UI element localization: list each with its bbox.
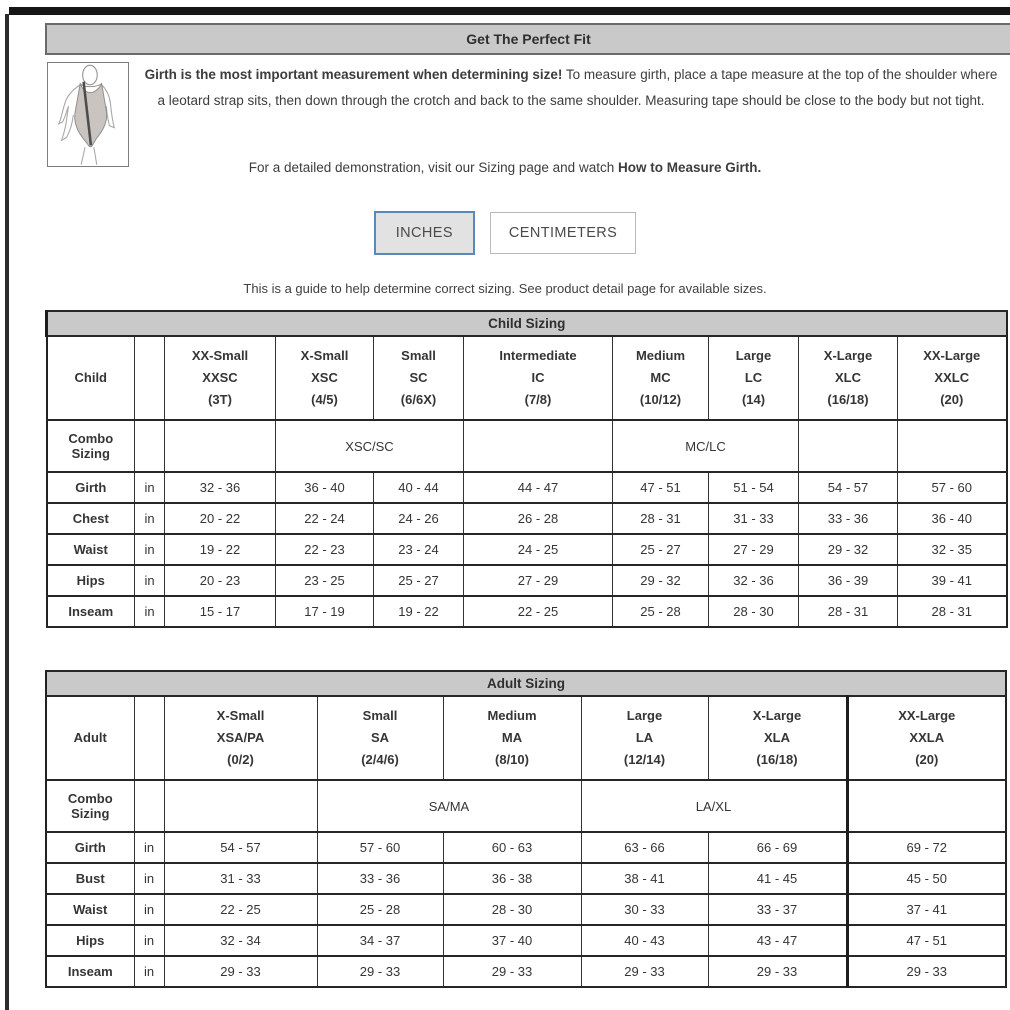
value-cell: 29 - 33: [708, 956, 847, 987]
value-cell: 20 - 22: [165, 503, 276, 534]
value-cell: 36 - 40: [898, 503, 1007, 534]
measure-label: Hips: [47, 565, 135, 596]
combo-cell: [898, 420, 1007, 472]
size-header-line: (7/8): [524, 392, 552, 407]
value-cell: 22 - 25: [464, 596, 613, 627]
size-header-cell: [164, 696, 317, 780]
leotard-measurement-icon: [48, 63, 128, 166]
window-left-edge: [5, 14, 9, 1010]
unit-cell: [134, 780, 164, 832]
unit-cell: in: [135, 472, 165, 503]
value-cell: 60 - 63: [443, 832, 581, 863]
measure-label: Girth: [47, 472, 135, 503]
value-cell: 28 - 31: [613, 503, 709, 534]
value-cell: 22 - 25: [164, 894, 317, 925]
value-cell: 38 - 41: [581, 863, 708, 894]
value-cell: 23 - 24: [374, 534, 464, 565]
table-title: Child Sizing: [47, 311, 1007, 336]
size-header-line: XSA/PA: [216, 730, 265, 745]
unit-header-cell: [134, 696, 164, 780]
unit-cell: in: [135, 534, 165, 565]
size-header-cell: [708, 696, 847, 780]
value-cell: 40 - 43: [581, 925, 708, 956]
value-cell: 29 - 33: [581, 956, 708, 987]
demo-line: [45, 160, 965, 175]
value-cell: 34 - 37: [317, 925, 443, 956]
value-cell: 47 - 51: [613, 472, 709, 503]
inches-button[interactable]: INCHES: [374, 211, 475, 255]
size-header-cell: [709, 336, 799, 420]
value-cell: 22 - 23: [276, 534, 374, 565]
centimeters-button[interactable]: CENTIMETERS: [490, 212, 636, 254]
adult-sizing-table: [45, 670, 1007, 988]
value-cell: 32 - 35: [898, 534, 1007, 565]
combo-cell: [165, 420, 276, 472]
size-header-line: XXLC: [934, 370, 970, 385]
value-cell: 57 - 60: [317, 832, 443, 863]
leotard-figure-image: [47, 62, 129, 167]
value-cell: 27 - 29: [709, 534, 799, 565]
value-cell: 36 - 40: [276, 472, 374, 503]
unit-cell: in: [134, 956, 164, 987]
value-cell: 69 - 72: [847, 832, 1006, 863]
value-cell: 31 - 33: [709, 503, 799, 534]
measure-label: Girth: [46, 832, 134, 863]
value-cell: 41 - 45: [708, 863, 847, 894]
row-group-label: Adult: [46, 696, 134, 780]
size-header-line: (20): [940, 392, 964, 407]
value-cell: 22 - 24: [276, 503, 374, 534]
size-header-line: (8/10): [495, 752, 529, 767]
combo-cell: [847, 780, 1006, 832]
size-header-cell: [374, 336, 464, 420]
size-header-line: (0/2): [227, 752, 254, 767]
value-cell: 15 - 17: [165, 596, 276, 627]
girth-instructions-body: To measure girth, place a tape measure at the top of the shoulder where a leotard strap sits, then down through the crotch and back to the same shoulder. Measuring tape should be close to the body but not tight.: [157, 67, 998, 108]
value-cell: 32 - 36: [709, 565, 799, 596]
size-header-line: X-Large: [823, 348, 873, 363]
unit-cell: in: [134, 925, 164, 956]
combo-label: Combo Sizing: [46, 780, 134, 832]
size-header-line: XSC: [311, 370, 338, 385]
value-cell: 32 - 36: [165, 472, 276, 503]
value-cell: 20 - 23: [165, 565, 276, 596]
value-cell: 29 - 33: [847, 956, 1006, 987]
size-header-line: Intermediate: [499, 348, 577, 363]
size-header-line: (16/18): [827, 392, 869, 407]
size-header-line: (14): [741, 392, 766, 407]
unit-cell: in: [135, 503, 165, 534]
value-cell: 37 - 41: [847, 894, 1006, 925]
combo-cell: LA/XL: [581, 780, 847, 832]
demo-line-prefix: For a detailed demonstration, visit our Sizing page and watch: [248, 160, 618, 175]
value-cell: 36 - 39: [799, 565, 898, 596]
value-cell: 29 - 33: [164, 956, 317, 987]
table-title: Adult Sizing: [46, 671, 1006, 696]
value-cell: 29 - 32: [613, 565, 709, 596]
size-header-line: (6/6X): [400, 392, 437, 407]
size-header-cell: [847, 696, 1006, 780]
value-cell: 32 - 34: [164, 925, 317, 956]
unit-cell: in: [135, 565, 165, 596]
value-cell: 40 - 44: [374, 472, 464, 503]
size-header-line: Large: [735, 348, 772, 363]
child-sizing-table: [45, 310, 1008, 628]
combo-cell: [464, 420, 613, 472]
value-cell: 25 - 27: [613, 534, 709, 565]
size-header-line: (2/4/6): [361, 752, 399, 767]
size-header-line: XX-Large: [898, 708, 956, 723]
size-header-line: Small: [362, 708, 398, 723]
value-cell: 24 - 26: [374, 503, 464, 534]
measure-label: Waist: [47, 534, 135, 565]
value-cell: 28 - 31: [799, 596, 898, 627]
size-header-line: MA: [501, 730, 523, 745]
value-cell: 24 - 25: [464, 534, 613, 565]
value-cell: 39 - 41: [898, 565, 1007, 596]
value-cell: 63 - 66: [581, 832, 708, 863]
size-header-line: (20): [915, 752, 939, 767]
size-header-line: X-Small: [216, 708, 265, 723]
size-header-line: (12/14): [623, 752, 666, 767]
row-group-label: Child: [47, 336, 135, 420]
value-cell: 19 - 22: [374, 596, 464, 627]
size-header-line: X-Large: [752, 708, 802, 723]
unit-toggle: [45, 211, 965, 255]
value-cell: 43 - 47: [708, 925, 847, 956]
size-header-line: SC: [409, 370, 428, 385]
value-cell: 17 - 19: [276, 596, 374, 627]
size-header-line: IC: [531, 370, 545, 385]
size-header-cell: [443, 696, 581, 780]
page-title-text: Get The Perfect Fit: [466, 31, 591, 47]
size-header-cell: [581, 696, 708, 780]
size-header-line: Large: [626, 708, 663, 723]
value-cell: 31 - 33: [164, 863, 317, 894]
value-cell: 37 - 40: [443, 925, 581, 956]
size-header-cell: [165, 336, 276, 420]
size-header-line: XXSC: [202, 370, 238, 385]
combo-cell: SA/MA: [317, 780, 581, 832]
sizing-page: [45, 0, 1005, 1010]
value-cell: 57 - 60: [898, 472, 1007, 503]
measure-label: Inseam: [46, 956, 134, 987]
value-cell: 33 - 36: [799, 503, 898, 534]
unit-cell: in: [134, 863, 164, 894]
value-cell: 28 - 30: [709, 596, 799, 627]
size-header-cell: [613, 336, 709, 420]
size-header-line: LC: [744, 370, 763, 385]
sizing-guide-note: This is a guide to help determine correct sizing. See product detail page for available sizes.: [243, 281, 767, 296]
value-cell: 44 - 47: [464, 472, 613, 503]
size-header-line: (3T): [208, 392, 232, 407]
value-cell: 33 - 36: [317, 863, 443, 894]
value-cell: 28 - 31: [898, 596, 1007, 627]
value-cell: 33 - 37: [708, 894, 847, 925]
combo-cell: [164, 780, 317, 832]
size-header-line: X-Small: [300, 348, 349, 363]
size-header-line: Small: [401, 348, 436, 363]
value-cell: 45 - 50: [847, 863, 1006, 894]
unit-cell: [135, 420, 165, 472]
girth-intro-section: [47, 62, 1005, 167]
girth-instructions-lead: Girth is the most important measurement when determining size!: [144, 67, 563, 82]
unit-cell: in: [135, 596, 165, 627]
value-cell: 29 - 33: [317, 956, 443, 987]
size-header-line: XLC: [835, 370, 861, 385]
combo-cell: MC/LC: [613, 420, 799, 472]
measure-label: Chest: [47, 503, 135, 534]
size-header-line: LA: [635, 730, 654, 745]
size-header-line: XLA: [764, 730, 790, 745]
unit-header-cell: [135, 336, 165, 420]
size-header-line: SA: [370, 730, 390, 745]
value-cell: 28 - 30: [443, 894, 581, 925]
value-cell: 27 - 29: [464, 565, 613, 596]
size-header-line: XX-Large: [923, 348, 981, 363]
size-header-cell: [464, 336, 613, 420]
value-cell: 29 - 33: [443, 956, 581, 987]
size-header-line: XXLA: [909, 730, 945, 745]
measure-label: Inseam: [47, 596, 135, 627]
demo-line-bold: How to Measure Girth.: [617, 160, 762, 175]
girth-instructions: [129, 62, 1005, 167]
value-cell: 19 - 22: [165, 534, 276, 565]
size-header-cell: [276, 336, 374, 420]
combo-label: Combo Sizing: [47, 420, 135, 472]
unit-cell: in: [134, 894, 164, 925]
value-cell: 30 - 33: [581, 894, 708, 925]
size-header-cell: [799, 336, 898, 420]
size-header-cell: [898, 336, 1007, 420]
value-cell: 66 - 69: [708, 832, 847, 863]
measure-label: Waist: [46, 894, 134, 925]
combo-cell: XSC/SC: [276, 420, 464, 472]
value-cell: 36 - 38: [443, 863, 581, 894]
size-header-cell: [317, 696, 443, 780]
combo-cell: [799, 420, 898, 472]
value-cell: 54 - 57: [164, 832, 317, 863]
unit-cell: in: [134, 832, 164, 863]
size-header-line: MC: [650, 370, 671, 385]
size-header-line: (4/5): [311, 392, 338, 407]
size-header-line: Medium: [635, 348, 686, 363]
value-cell: 54 - 57: [799, 472, 898, 503]
value-cell: 23 - 25: [276, 565, 374, 596]
size-header-line: (16/18): [756, 752, 798, 767]
value-cell: 29 - 32: [799, 534, 898, 565]
size-header-line: XX-Small: [191, 348, 249, 363]
value-cell: 25 - 28: [613, 596, 709, 627]
measure-label: Bust: [46, 863, 134, 894]
measure-label: Hips: [46, 925, 134, 956]
size-header-line: (10/12): [639, 392, 682, 407]
value-cell: 47 - 51: [847, 925, 1006, 956]
value-cell: 26 - 28: [464, 503, 613, 534]
size-header-line: Medium: [487, 708, 537, 723]
value-cell: 25 - 28: [317, 894, 443, 925]
value-cell: 51 - 54: [709, 472, 799, 503]
value-cell: 25 - 27: [374, 565, 464, 596]
page-title: [45, 23, 1010, 55]
